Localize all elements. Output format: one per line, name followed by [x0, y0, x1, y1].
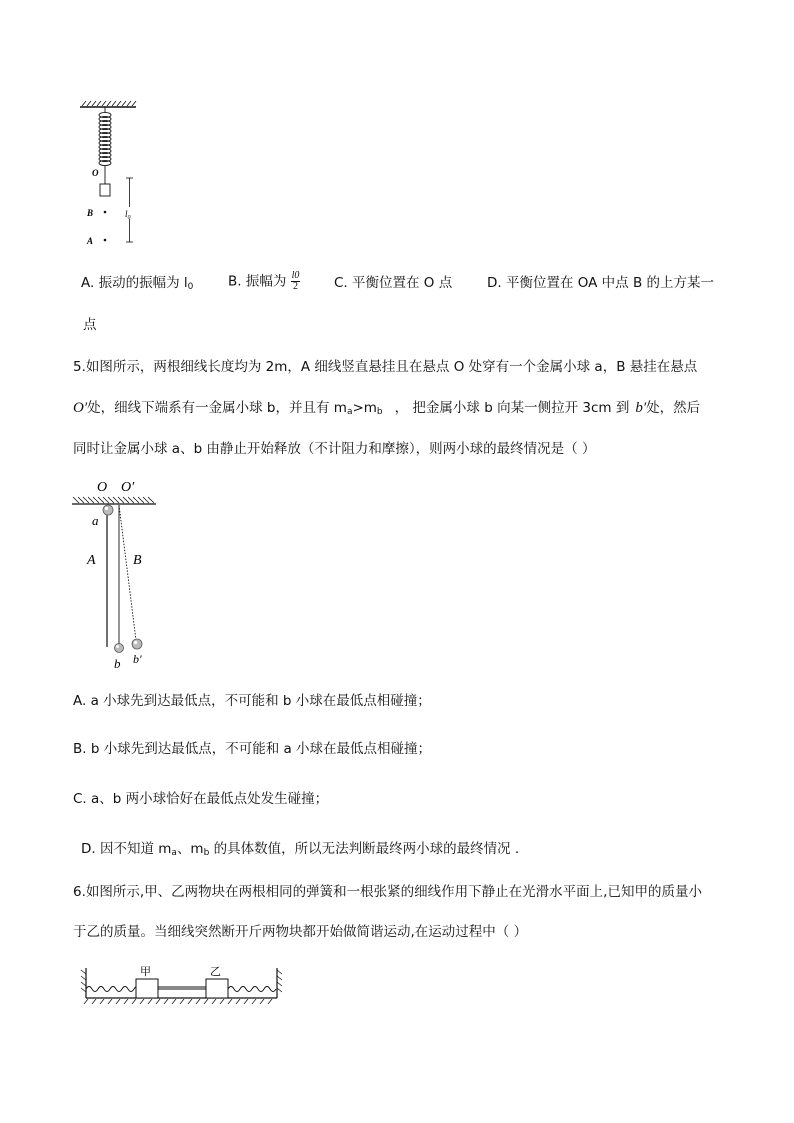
label-l0: $l_0$	[125, 209, 131, 221]
q4-option-b: B. 振幅为 $\frac{l0}{2}$	[228, 270, 300, 292]
q5-option-c: C. a、b 两小球恰好在最低点处发生碰撞；	[73, 791, 329, 807]
label-o-prime: O′	[121, 480, 135, 495]
label-yi: 乙	[210, 966, 221, 978]
q6-stem-line2: 于乙的质量。当细线突然断开斤两物块都开始做简谐运动,在运动过程中（ ）	[73, 924, 528, 940]
q6-stem-line1: 6.如图所示,甲、乙两物块在两根相同的弹簧和一根张紧的细线作用下静止在光滑水平面上,已知甲的质量小	[73, 884, 702, 900]
q5-stem-line1: 5.如图所示，两根细线长度均为 2m，A 细线竖直悬挂且在悬点 O 处穿有一个金属小球 a，B 悬挂在悬点	[73, 359, 698, 375]
q5-stem-line3: 同时让金属小球 a、b 由静止开始释放（不计阻力和摩擦），则两小球的最终情况是（ ）	[73, 441, 596, 457]
label-o: O	[92, 168, 99, 178]
q4-option-a: A. 振动的振幅为 $l_0$	[81, 275, 194, 292]
q4-option-d: D. 平衡位置在 OA 中点 B 的上方某一	[487, 275, 715, 291]
label-o5: O	[97, 480, 108, 495]
pendulum-figure	[70, 475, 170, 675]
fraction-l0-over-2: $\frac{l0}{2}$	[291, 270, 300, 292]
q5-stem-line2: O′处，细线下端系有一金属小球 b，并且有 $m_a>m_b$ ， 把金属小球 b 向某一侧拉开 3cm 到 b′处，然后	[73, 400, 701, 417]
label-a: A	[87, 236, 94, 246]
q5-option-b: B. b 小球先到达最低点，不可能和 a 小球在最低点相碰撞；	[73, 741, 432, 757]
q4-option-d-continued: 点	[83, 317, 97, 333]
label-b-prime5: b′	[133, 652, 142, 666]
label-b-string: B	[133, 553, 142, 568]
q4-option-c: C. 平衡位置在 O 点	[334, 275, 453, 291]
label-a-string: A	[87, 553, 96, 568]
label-b5: b	[114, 656, 121, 671]
q5-option-d: D. 因不知道 $m_a$、$m_b$ 的具体数值，所以无法判断最终两小球的最终情况 .	[81, 841, 520, 858]
label-jia: 甲	[140, 966, 151, 978]
spring-figure	[70, 98, 150, 250]
label-b: B	[87, 208, 94, 218]
spring-blocks-figure	[78, 958, 288, 1008]
q5-option-a: A. a 小球先到达最低点，不可能和 b 小球在最低点相碰撞；	[73, 693, 431, 709]
label-a5: a	[92, 513, 99, 528]
